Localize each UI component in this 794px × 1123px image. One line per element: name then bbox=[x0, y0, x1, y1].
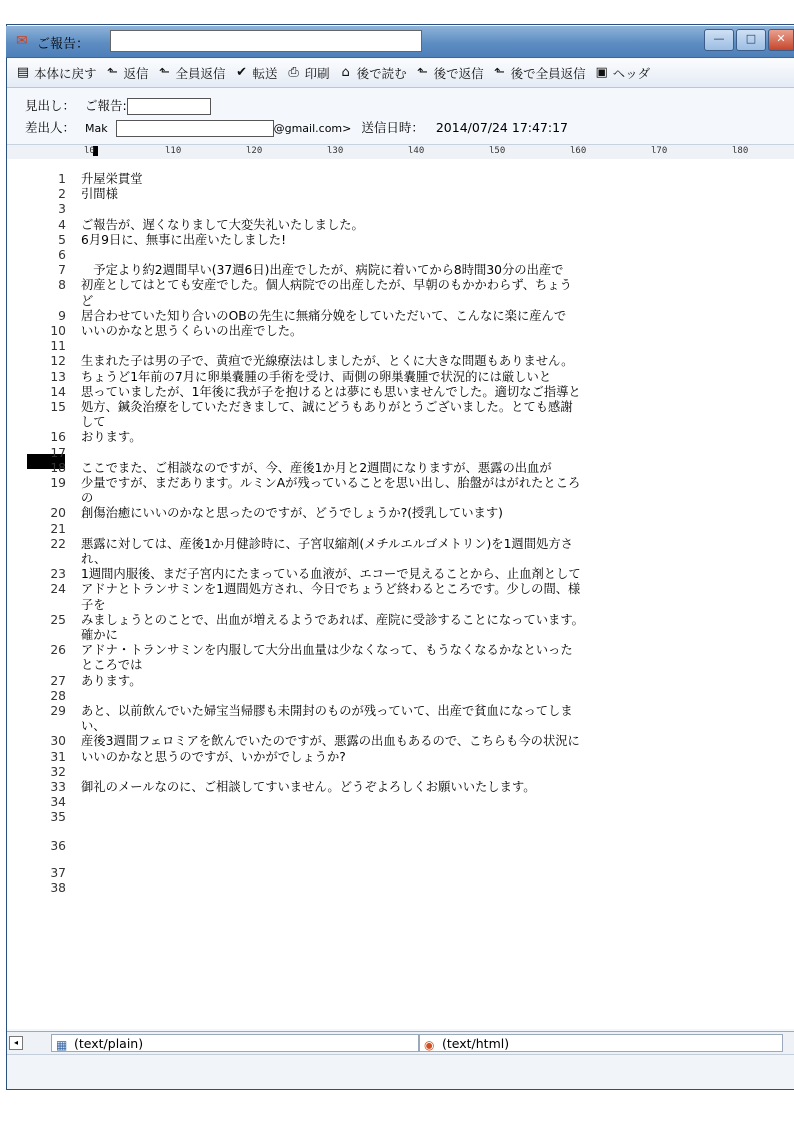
line-number: 34 bbox=[50, 795, 66, 810]
line-text: アドナ・トランサミンを内服して大分出血量は少なくなって、もうなくなるかなといった bbox=[81, 643, 573, 658]
toolbar-button-7[interactable] bbox=[492, 64, 586, 82]
toolbar-button-label: 後で返信 bbox=[433, 66, 484, 81]
line-number: 18 bbox=[50, 460, 66, 475]
body-line bbox=[7, 446, 794, 461]
line-number: 30 bbox=[50, 734, 66, 749]
body-line bbox=[7, 187, 794, 202]
toolbar-button-label: ヘッダ bbox=[612, 66, 651, 81]
ruler-tick-label: l40 bbox=[408, 146, 425, 156]
forward-icon: ✔ bbox=[236, 65, 247, 80]
line-number: 25 bbox=[50, 612, 66, 627]
toolbar-button-6[interactable] bbox=[415, 64, 484, 82]
window-title: ご報告： bbox=[37, 37, 90, 52]
line-text: 思っていましたが、1年後に我が子を抱けるとは夢にも思いませんでした。適切なご指導と bbox=[81, 384, 581, 399]
line-text: アドナとトランサミンを1週間処方され、今日でちょうど終わるところです。少しの間、様 bbox=[81, 582, 581, 597]
line-number: 15 bbox=[50, 400, 66, 414]
line-text: 予定より約2週間早い(37週6日)出産でしたが、病院に着いてから8時間30分の出産で bbox=[81, 263, 564, 278]
line-text: おります。 bbox=[81, 430, 142, 445]
body-line bbox=[7, 780, 794, 795]
from-label: 差出人： bbox=[25, 120, 76, 135]
body-line bbox=[7, 839, 794, 854]
line-text: みましょうとのことで、出血が増えるようであれば、産院に受診することになっています。 bbox=[81, 612, 584, 627]
line-text: あります。 bbox=[81, 673, 142, 688]
toolbar-button-label: 本体に戻す bbox=[34, 66, 97, 81]
toolbar-button-0[interactable] bbox=[15, 64, 97, 82]
line-number: 27 bbox=[50, 673, 66, 688]
body-line bbox=[7, 734, 794, 749]
body-line bbox=[7, 294, 794, 309]
toolbar-button-5[interactable] bbox=[338, 64, 407, 82]
mail-app-icon: ✉ bbox=[16, 33, 28, 49]
line-text: 生まれた子は男の子で、黄疸で光線療法はしましたが、とくに大きな問題もありません。 bbox=[81, 354, 574, 369]
line-number: 38 bbox=[50, 881, 66, 895]
body-line bbox=[7, 430, 794, 445]
ruler-tick-label: l30 bbox=[327, 146, 344, 156]
body-line bbox=[7, 233, 794, 248]
line-text: ちょうど1年前の7月に卵巣嚢腫の手術を受け、両側の卵巣嚢腫で状況的には厳しいと bbox=[81, 369, 552, 384]
print-icon: ⎙ bbox=[288, 65, 299, 80]
line-number: 17 bbox=[50, 445, 66, 460]
line-text: 居合わせていた知り合いのOBの先生に無痛分娩をしていただいて、こんなに楽に産んで bbox=[81, 308, 567, 323]
body-line bbox=[7, 689, 794, 704]
toolbar-button-8[interactable] bbox=[594, 64, 651, 82]
toolbar-button-4[interactable] bbox=[286, 64, 330, 82]
line-number: 6 bbox=[58, 248, 66, 262]
ruler-tick-label: l70 bbox=[651, 146, 668, 156]
line-text: いいのかなと思うくらいの出産でした。 bbox=[81, 324, 303, 338]
body-line bbox=[7, 719, 794, 734]
line-number: 8 bbox=[58, 278, 66, 293]
body-line bbox=[7, 506, 794, 521]
line-text: ところでは bbox=[81, 658, 143, 673]
body-line bbox=[7, 613, 794, 628]
line-number: 9 bbox=[58, 308, 66, 323]
line-number: 36 bbox=[50, 838, 66, 853]
line-number: 5 bbox=[58, 232, 66, 247]
line-text: の bbox=[81, 491, 94, 506]
line-text: れ、 bbox=[81, 552, 107, 566]
body-line bbox=[7, 658, 794, 673]
line-text: 引間様 bbox=[81, 187, 118, 202]
line-number: 19 bbox=[50, 476, 66, 490]
line-number: 31 bbox=[50, 749, 66, 764]
body-line bbox=[7, 643, 794, 658]
line-text: あと、以前飲んでいた婦宝当帰膠も未開封のものが残っていて、出産で貧血になってしま bbox=[81, 704, 573, 718]
ruler-tick-label: l20 bbox=[246, 146, 263, 156]
line-number: 10 bbox=[50, 324, 66, 338]
return-icon: ▤ bbox=[16, 65, 30, 80]
line-text: 確かに bbox=[81, 628, 118, 642]
toolbar-button-label: 転送 bbox=[252, 66, 278, 81]
ruler-tick-label: l10 bbox=[165, 146, 182, 156]
tab-text-plain[interactable] bbox=[51, 1034, 419, 1052]
status-bar bbox=[7, 1054, 794, 1089]
body-line bbox=[7, 674, 794, 689]
line-number: 29 bbox=[50, 704, 66, 718]
line-text: 初産としてはとても安産でした。個人病院での出産したが、早朝のもかかわらず、ちょう bbox=[81, 278, 572, 293]
line-number: 16 bbox=[50, 430, 66, 445]
subject-value: ご報告: bbox=[85, 98, 127, 113]
line-number: 28 bbox=[50, 688, 66, 703]
line-text: 創傷治癒にいいのかなと思ったのですが、どうでしょうか?(授乳しています) bbox=[81, 506, 503, 521]
line-text: 処方、鍼灸治療をしていただきまして、誠にどうもありがとうございました。とても感謝 bbox=[81, 400, 573, 414]
body-line bbox=[7, 795, 794, 810]
line-number: 20 bbox=[50, 506, 66, 521]
line-number: 1 bbox=[58, 172, 66, 186]
date-value: 2014/07/24 17:47:17 bbox=[435, 120, 569, 135]
body-line bbox=[7, 263, 794, 278]
from-name: Mak bbox=[85, 122, 108, 135]
line-number: 11 bbox=[50, 339, 66, 354]
ruler-tick-label: l50 bbox=[489, 146, 506, 156]
toolbar-button-label: 返信 bbox=[123, 66, 149, 81]
line-text: 悪露に対しては、産後1か月健診時に、子宮収縮剤(メチルエルゴメトリン)を1週間処方さ bbox=[81, 536, 573, 551]
line-text: いいのかなと思うのですが、いかがでしょうか? bbox=[81, 749, 346, 764]
subject-label: 見出し： bbox=[25, 98, 76, 113]
line-text: ここでまた、ご相談なのですが、今、産後1か月と2週間になりますが、悪露の出血が bbox=[81, 460, 552, 475]
close-icon[interactable]: ✕ bbox=[768, 29, 794, 51]
line-number: 22 bbox=[50, 536, 66, 551]
body-line bbox=[7, 552, 794, 567]
message-body[interactable] bbox=[7, 159, 794, 1029]
document-icon: ▦ bbox=[56, 1038, 68, 1052]
tab-text-plain-label: (text/plain) bbox=[74, 1036, 144, 1051]
body-line bbox=[7, 567, 794, 582]
line-text: 少量ですが、まだあります。ルミンAが残っていることを思い出し、胎盤がはがれたところ bbox=[81, 476, 581, 490]
line-text: ご報告が、遅くなりまして大変失礼いたしました。 bbox=[81, 217, 364, 232]
window-controls bbox=[702, 29, 794, 51]
line-text: い、 bbox=[81, 719, 106, 734]
date-label: 送信日時： bbox=[361, 120, 424, 135]
body-line bbox=[7, 218, 794, 233]
line-text: して bbox=[81, 415, 106, 430]
header-icon: ▣ bbox=[595, 65, 608, 80]
line-number: 26 bbox=[50, 643, 66, 658]
body-line bbox=[7, 202, 794, 217]
toolbar-button-1[interactable] bbox=[105, 64, 149, 82]
title-bar[interactable] bbox=[6, 26, 794, 58]
content-type-bar bbox=[7, 1031, 794, 1054]
line-text: 1週間内服後、まだ子宮内にたまっている血液が、エコーで見えることから、止血剤として bbox=[81, 567, 581, 582]
from-domain: @gmail.com> bbox=[273, 122, 352, 135]
body-line bbox=[7, 582, 794, 597]
line-number: 35 bbox=[50, 810, 66, 825]
line-number: 32 bbox=[50, 764, 66, 779]
body-line bbox=[7, 750, 794, 765]
title-subject-field bbox=[110, 30, 422, 52]
reply-icon: ⬑ bbox=[107, 65, 118, 80]
line-number: 24 bbox=[50, 582, 66, 597]
line-text: 御礼のメールなのに、ご相談してすいません。どうぞよろしくお願いいたします。 bbox=[81, 780, 536, 794]
toolbar-button-label: 印刷 bbox=[304, 66, 330, 81]
from-address-field bbox=[116, 120, 274, 137]
body-line bbox=[7, 866, 794, 881]
toolbar-button-2[interactable] bbox=[157, 64, 226, 82]
line-text: 子を bbox=[81, 597, 106, 612]
toolbar-button-3[interactable] bbox=[234, 64, 278, 82]
body-line bbox=[7, 248, 794, 263]
scroll-left-icon[interactable]: ◂ bbox=[9, 1036, 23, 1050]
line-number: 2 bbox=[58, 187, 66, 202]
line-number: 12 bbox=[50, 354, 66, 369]
toolbar-button-label: 後で全員返信 bbox=[510, 66, 586, 81]
tab-text-html[interactable] bbox=[419, 1034, 783, 1052]
line-number: 33 bbox=[50, 780, 66, 794]
line-number: 3 bbox=[58, 202, 66, 217]
body-line bbox=[7, 415, 794, 430]
ruler-tick-label: l80 bbox=[732, 146, 749, 156]
html-icon: ◉ bbox=[424, 1038, 435, 1052]
line-number: 37 bbox=[50, 865, 66, 880]
body-line bbox=[7, 172, 794, 187]
line-text: 6月9日に、無事に出産いたしました! bbox=[81, 232, 287, 247]
toolbar bbox=[7, 59, 794, 88]
body-line bbox=[7, 400, 794, 415]
line-number: 23 bbox=[50, 567, 66, 582]
line-text: 升屋栄貫堂 bbox=[81, 172, 143, 186]
maximize-icon[interactable]: □ bbox=[736, 29, 766, 51]
body-line bbox=[7, 765, 794, 780]
line-text: ど bbox=[81, 293, 94, 308]
body-line bbox=[7, 491, 794, 506]
column-ruler bbox=[7, 144, 794, 160]
line-number: 4 bbox=[58, 217, 66, 232]
line-number: 14 bbox=[50, 384, 66, 399]
toolbar-button-label: 全員返信 bbox=[175, 66, 226, 81]
line-number: 13 bbox=[50, 369, 66, 384]
body-line bbox=[7, 628, 794, 643]
toolbar-button-label: 後で読む bbox=[356, 66, 407, 81]
body-line bbox=[7, 537, 794, 552]
body-line bbox=[7, 385, 794, 400]
line-number: 21 bbox=[50, 521, 66, 536]
subject-row bbox=[25, 96, 211, 115]
from-row bbox=[25, 118, 568, 137]
reply-all-later-icon: ⬑ bbox=[494, 65, 506, 80]
body-line bbox=[7, 309, 794, 324]
minimize-icon[interactable]: — bbox=[704, 29, 734, 51]
tab-text-html-label: (text/html) bbox=[442, 1036, 510, 1051]
ruler-tick-label: l60 bbox=[570, 146, 587, 156]
body-line bbox=[7, 881, 794, 896]
body-line bbox=[7, 476, 794, 491]
message-header bbox=[7, 88, 794, 144]
read-later-icon: ⌂ bbox=[341, 65, 350, 80]
body-line bbox=[7, 598, 794, 613]
reply-later-icon: ⬑ bbox=[417, 65, 429, 80]
body-line bbox=[7, 461, 794, 476]
body-line bbox=[7, 278, 794, 293]
line-text: 産後3週間フェロミアを飲んでいたのですが、悪露の出血もあるので、こちらも今の状況に bbox=[81, 734, 580, 749]
body-line bbox=[7, 354, 794, 369]
line-number: 7 bbox=[58, 263, 66, 278]
reply-all-icon: ⬑ bbox=[159, 65, 170, 80]
body-line bbox=[7, 370, 794, 385]
body-line bbox=[7, 324, 794, 339]
body-line bbox=[7, 339, 794, 354]
subject-field bbox=[127, 98, 211, 115]
body-line bbox=[7, 810, 794, 825]
body-line bbox=[7, 522, 794, 537]
body-line bbox=[7, 704, 794, 719]
ruler-tick-label: l0 bbox=[84, 146, 95, 156]
